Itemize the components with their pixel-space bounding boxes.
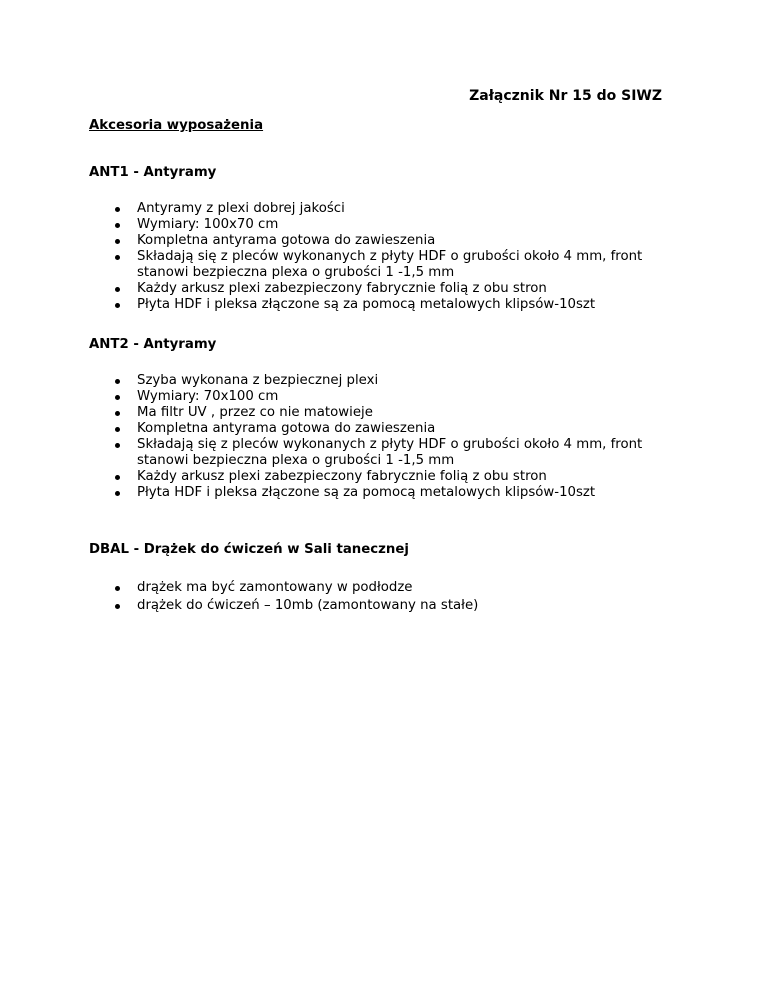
bullet-icon (115, 223, 120, 228)
section-title: ANT2 - Antyramy (89, 337, 217, 352)
list-item (89, 217, 689, 233)
bullet-list (89, 201, 689, 313)
list-item-text: Antyramy z plexi dobrej jakości (137, 201, 345, 216)
list-item-text: drążek ma być zamontowany w podłodze (137, 580, 413, 595)
list-item (89, 297, 689, 313)
list-item (89, 579, 689, 597)
bullet-icon (115, 287, 120, 292)
list-item (89, 249, 689, 281)
bullet-icon (115, 255, 120, 260)
list-item (89, 373, 689, 389)
bullet-icon (115, 427, 120, 432)
bullet-list (89, 373, 689, 501)
bullet-icon (115, 239, 120, 244)
list-item-text: Ma filtr UV , przez co nie matowieje (137, 405, 373, 420)
section-dbal (89, 542, 689, 615)
bullet-list (89, 579, 689, 615)
bullet-icon (115, 395, 120, 400)
list-item-text: Kompletna antyrama gotowa do zawieszenia (137, 233, 436, 248)
bullet-icon (115, 475, 120, 480)
list-item-text: Każdy arkusz plexi zabezpieczony fabrycznie folią z obu stron (137, 469, 547, 484)
list-item-text: Wymiary: 100x70 cm (137, 217, 279, 232)
list-item (89, 389, 689, 405)
bullet-icon (115, 586, 120, 591)
list-item-text: Wymiary: 70x100 cm (137, 389, 279, 404)
list-item (89, 485, 689, 501)
list-item-text: Szyba wykonana z bezpiecznej plexi (137, 373, 379, 388)
list-item-text: Kompletna antyrama gotowa do zawieszenia (137, 421, 436, 436)
bullet-icon (115, 491, 120, 496)
section-ant2 (89, 337, 689, 501)
list-item (89, 437, 689, 469)
list-item-text: Płyta HDF i pleksa złączone są za pomocą metalowych klipsów-10szt (137, 297, 596, 312)
list-item (89, 233, 689, 249)
bullet-icon (115, 443, 120, 448)
list-item-text: drążek do ćwiczeń – 10mb (zamontowany na stałe) (137, 598, 479, 613)
list-item (89, 281, 689, 297)
annex-title: Załącznik Nr 15 do SIWZ (469, 88, 662, 104)
bullet-icon (115, 379, 120, 384)
section-ant1 (89, 165, 689, 313)
section-title: DBAL - Drążek do ćwiczeń w Sali tanecznej (89, 542, 409, 557)
bullet-icon (115, 604, 120, 609)
bullet-icon (115, 411, 120, 416)
list-item-text: Każdy arkusz plexi zabezpieczony fabrycznie folią z obu stron (137, 281, 547, 296)
list-item (89, 405, 689, 421)
bullet-icon (115, 303, 120, 308)
list-item (89, 597, 689, 615)
list-item (89, 469, 689, 485)
list-item-text: Płyta HDF i pleksa złączone są za pomocą metalowych klipsów-10szt (137, 485, 596, 500)
list-item (89, 201, 689, 217)
section-title: ANT1 - Antyramy (89, 165, 217, 180)
document-heading: Akcesoria wyposażenia (89, 118, 264, 133)
list-item (89, 421, 689, 437)
list-item-text: Składają się z pleców wykonanych z płyty HDF o grubości około 4 mm, front stanowi bezpieczna plexa o grubości 1 -1,5 mm (137, 249, 643, 280)
bullet-icon (115, 207, 120, 212)
list-item-text: Składają się z pleców wykonanych z płyty HDF o grubości około 4 mm, front stanowi bezpieczna plexa o grubości 1 -1,5 mm (137, 437, 643, 468)
